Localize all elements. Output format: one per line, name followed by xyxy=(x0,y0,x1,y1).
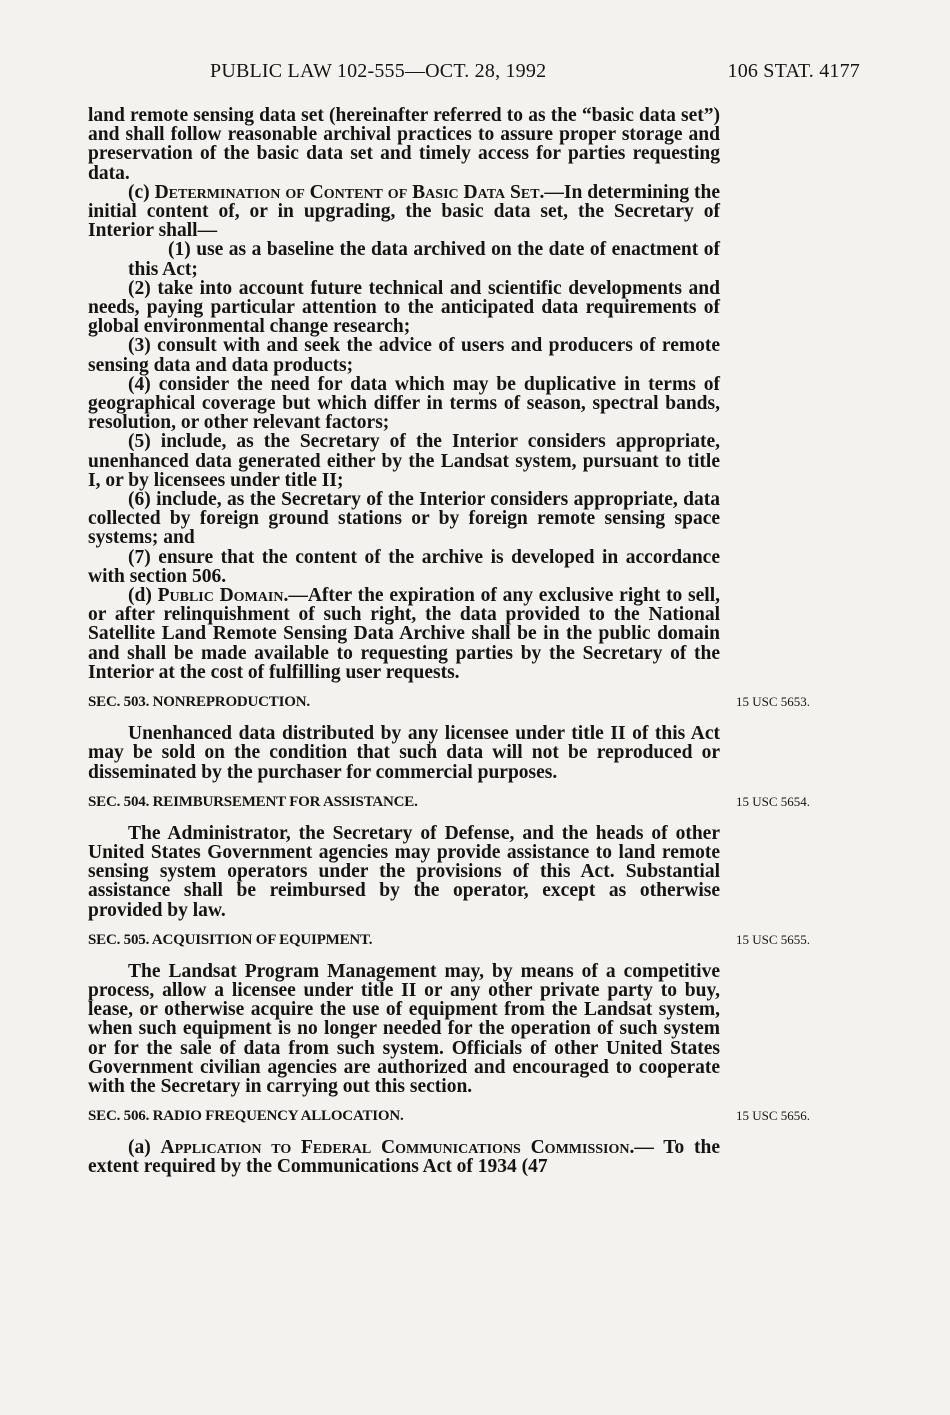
section-506-heading: SEC. 506. RADIO FREQUENCY ALLOCATION. 15 USC 5656. xyxy=(88,1108,811,1125)
subsection-d-heading: Public Domain. xyxy=(157,585,289,607)
list-item: (4) consider the need for data which may be duplicative in terms of geographical coverage but which differ in terms of season, spectral bands, resolution, or other relevant factors; xyxy=(88,373,720,434)
section-503-heading: SEC. 503. NONREPRODUCTION. 15 USC 5653. xyxy=(88,694,811,711)
continuation-paragraph: land remote sensing data set (hereinafter referred to as the “basic data set”) and shall follow reasonable archival practices to assure proper storage and preservation of the basic data set and timely access for parties requesting data. xyxy=(88,105,720,184)
list-item: (7) ensure that the content of the archive is developed in accordance with section 506. xyxy=(88,546,720,587)
law-title: PUBLIC LAW 102-555—OCT. 28, 1992 xyxy=(210,60,547,82)
subsection-d-text: —After the expiration of any exclusive right to sell, or after relinquishment of such right, the data provided to the National Satellite Land Remote Sensing Data Archive shall be in the public domain and shall be made available to requesting parties by the Secretary of the Interior at the cost of fulfilling user requests. xyxy=(88,585,720,683)
subsection-506a-text: — To the extent required by the Communications Act of 1934 (47 xyxy=(88,1137,721,1178)
list-item: (6) include, as the Secretary of the Interior considers appropriate, data collected by foreign ground stations or by foreign remote sensing space systems; and xyxy=(88,489,720,549)
subsection-c xyxy=(88,183,720,241)
subsection-d xyxy=(88,586,720,682)
subsection-506a xyxy=(88,1138,720,1176)
usc-citation: 15 USC 5653. xyxy=(736,694,811,710)
section-505-heading: SEC. 505. ACQUISITION OF EQUIPMENT. 15 USC 5655. xyxy=(88,931,811,948)
section-504-heading: SEC. 504. REIMBURSEMENT FOR ASSISTANCE. 15 USC 5654. xyxy=(88,793,811,810)
subsection-506a-label: (a) xyxy=(128,1137,151,1159)
usc-citation: 15 USC 5654. xyxy=(736,793,811,809)
list-item: (3) consult with and seek the advice of users and producers of remote sensing data and data products; xyxy=(88,335,720,376)
subsection-c-text: —In determining the initial content of, or in upgrading, the basic data set, the Secretary of Interior shall— xyxy=(88,181,721,242)
usc-citation: 15 USC 5655. xyxy=(736,931,811,947)
statute-page-number: 106 STAT. 4177 xyxy=(727,60,860,82)
list-item: (5) include, as the Secretary of the Interior considers appropriate, unenhanced data generated either by the Landsat system, pursuant to title I, or by licensees under title II; xyxy=(88,431,720,491)
section-505-text: The Landsat Program Management may, by means of a competitive process, allow a licensee under title II or any other private party to buy, lease, or otherwise acquire the use of equipment from the Landsat system, when such equipment is no longer needed for the operation of such system or for the sale of data from such system. Officials of other United States Government civilian agencies are authorized and encouraged to cooperate with the Secretary in carrying out this section. xyxy=(88,960,720,1097)
subsection-d-label: (d) xyxy=(128,585,152,607)
list-item: (1) use as a baseline the data archived on the date of enactment of this Act; xyxy=(128,239,720,280)
section-503-text: Unenhanced data distributed by any licensee under title II of this Act may be sold on the condition that such data will not be reproduced or disseminated by the purchaser for commercial purposes. xyxy=(88,723,720,783)
subsection-c-heading: Determination of Content of Basic Data Set. xyxy=(154,181,545,203)
usc-citation: 15 USC 5656. xyxy=(736,1108,811,1124)
document-body xyxy=(88,105,811,1178)
section-504-text: The Administrator, the Secretary of Defense, and the heads of other United States Government agencies may provide assistance to land remote sensing system operators under the provisions of this Act. Substantial assistance shall be reimbursed by the operator, except as otherwise provided by law. xyxy=(88,822,720,921)
list-item: (2) take into account future technical and scientific developments and needs, paying particular attention to the anticipated data requirements of global environmental change research; xyxy=(88,277,720,338)
subsection-c-label: (c) xyxy=(128,181,150,203)
subsection-506a-heading: Application to Federal Communications Commission. xyxy=(160,1137,635,1159)
